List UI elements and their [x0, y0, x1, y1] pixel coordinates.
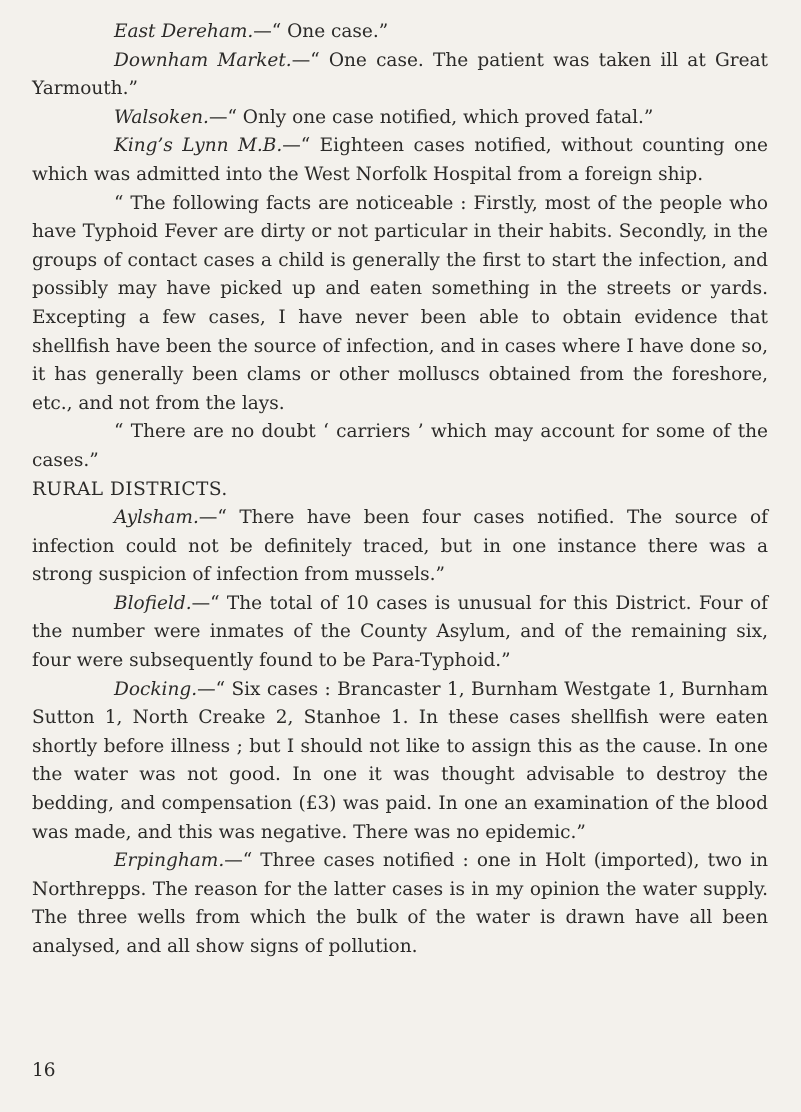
- page-number: 16: [32, 1060, 56, 1081]
- paragraph: [32, 590, 768, 676]
- place-name: King’s Lynn M.B.: [114, 135, 283, 157]
- place-name: East Dereham.: [114, 21, 254, 42]
- paragraph-text: —“ One case.”: [253, 21, 389, 42]
- paragraph-text: —“ Six cases : Brancaster 1, Burnham Westgate 1, Burnham Sutton 1, North Creake 2, Stanhoe 1. In these cases shellfish were eaten shortly before illness ; but I should not like to assign this as the cause. In one the water was not good. In one it was thought advisable to destroy the bedding, and compensation (£3) was paid. In one an examination of the blood was made, and this was negative. There was no epidemic.”: [32, 678, 768, 843]
- place-name: Blofield.: [114, 592, 192, 614]
- paragraph-text: —“ The total of 10 cases is unusual for this District. Four of the number were inmates of the County Asylum, and of the remaining six, four were subsequently found to be Para-Typhoid.”: [32, 592, 768, 672]
- section-heading: RURAL DISTRICTS.: [32, 478, 228, 500]
- paragraph: [32, 504, 768, 590]
- paragraph-text: —“ Three cases notified : one in Holt (imported), two in Northrepps. The reason for the latter cases is in my opinion the water supply. The three wells from which the bulk of the water is drawn have all been analysed, and all show signs of pollution.: [32, 850, 768, 957]
- paragraph: [32, 418, 768, 475]
- paragraph-text: —“ One case. The patient was taken ill at Great Yarmouth.”: [32, 49, 768, 100]
- text-body: [32, 18, 768, 962]
- paragraph: [32, 190, 768, 419]
- paragraph: [32, 847, 768, 961]
- paragraph: [32, 104, 768, 133]
- paragraph-text: —“ There have been four cases notified. The source of infection could not be definitely traced, but in one instance there was a strong suspicion of infection from mussels.”: [32, 507, 768, 586]
- place-name: Erpingham.: [114, 850, 225, 872]
- paragraph-text: —“ Eighteen cases notified, without counting one which was admitted into the West Norfolk Hospital from a foreign ship.: [32, 135, 769, 185]
- place-name: Downham Market.: [114, 49, 292, 71]
- paragraph-text: “ The following facts are noticeable : Firstly, most of the people who have Typhoid Fever are dirty or not particular in their habits. Secondly, in the groups of contact cases a child is generally the first to start the infection, and possibly may have picked up and eaten something in the streets or yards. Excepting a few cases, I have never been able to obtain evidence that shellfish have been the source of infection, and in cases where I have done so, it has generally been clams or other molluscs obtained from the foreshore, etc., and not from the lays.: [32, 192, 768, 414]
- place-name: Aylsham.: [114, 507, 199, 529]
- paragraph: [32, 18, 768, 47]
- paragraph-text: “ There are no doubt ‘ carriers ’ which may account for some of the cases.”: [32, 421, 768, 471]
- place-name: Walsoken.: [114, 106, 209, 128]
- place-name: Docking.: [114, 678, 198, 700]
- paragraph-text: —“ Only one case notified, which proved fatal.”: [208, 106, 654, 128]
- paragraph: [32, 132, 768, 189]
- paragraph: [32, 676, 768, 848]
- paragraph: [32, 47, 768, 104]
